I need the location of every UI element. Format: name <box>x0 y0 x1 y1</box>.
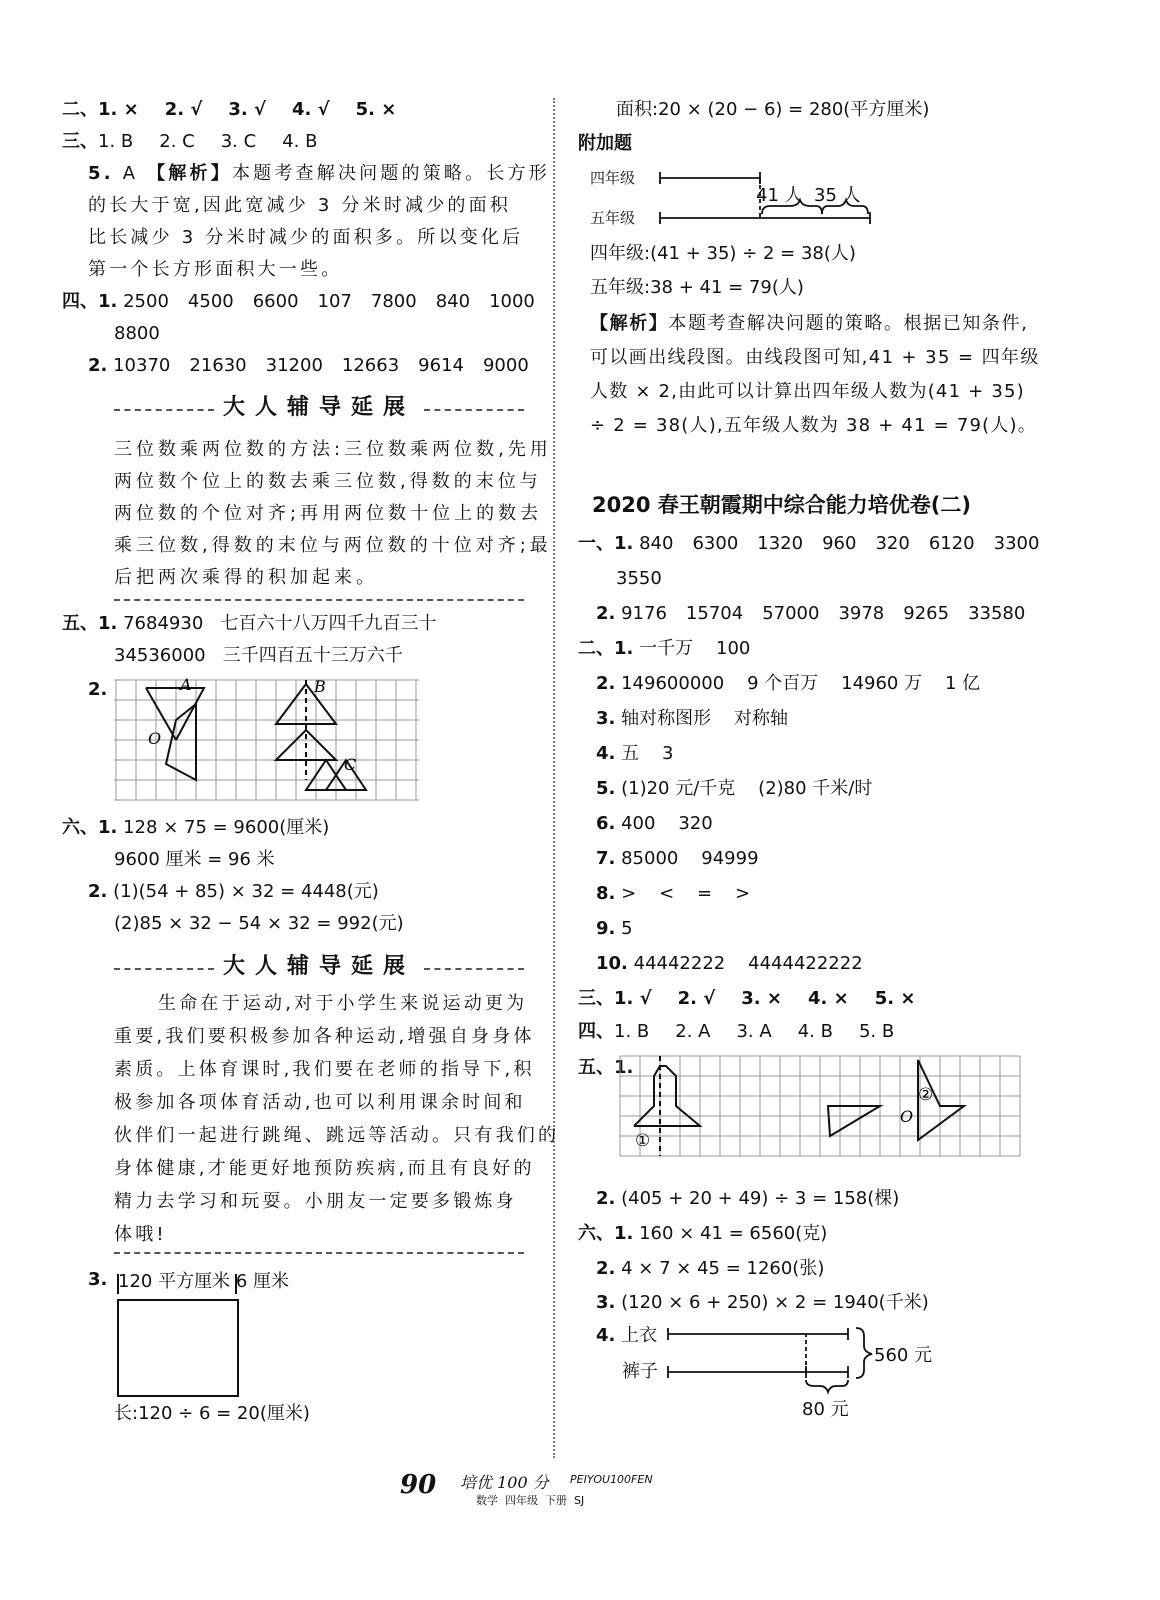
section-2-answers: 二、1. × 2. √ 3. √ 4. √ 5. × <box>62 99 397 120</box>
section-4-q1: 四、1. 2500 4500 6600 107 7800 840 1000 <box>62 291 535 312</box>
extension-text: 生命在于运动,对于小学生来说运动更为 <box>158 993 528 1014</box>
section-6-q1: 六、1. 160 × 41 = 6560(克) <box>578 1223 828 1244</box>
page-footer <box>400 1470 720 1510</box>
answer-line: 四年级:(41 + 35) ÷ 2 = 38(人) <box>590 243 856 264</box>
dashed-rule <box>114 1252 524 1254</box>
grade-label: 四年级 <box>590 169 636 187</box>
rectangle-figure <box>114 1270 244 1410</box>
price-segment-diagram <box>666 1322 876 1402</box>
brand-name: 培优 100 分 <box>460 1473 549 1492</box>
page-title: 2020 春王朝霞期中综合能力培优卷(二) <box>592 493 971 517</box>
section-6-item: 2. 4 × 7 × 45 = 1260(张) <box>596 1258 825 1279</box>
diagram-label: 35 人 <box>814 185 861 206</box>
question-number: 3. <box>88 1269 108 1290</box>
extension-text: 体哦! <box>114 1224 167 1245</box>
explanation-line: ÷ 2 = 38(人),五年级人数为 38 + 41 = 79(人)。 <box>590 415 1037 436</box>
book-info: 数学 四年级 下册 SJ <box>476 1494 585 1507</box>
explanation-line: 可以画出线段图。由线段图可知,41 + 35 = 四年级 <box>590 347 1040 368</box>
label-c: C <box>344 755 357 774</box>
mark-2: ② <box>918 1085 934 1105</box>
label-o: O <box>900 1107 914 1126</box>
section-2-item: 5. (1)20 元/千克 (2)80 千米/时 <box>596 778 873 799</box>
extension-text: 乘三位数,得数的末位与两位数的十位对齐;最 <box>114 535 552 556</box>
section-5-label: 五、1. <box>578 1057 634 1078</box>
page-number: 90 <box>400 1470 437 1500</box>
section-2-item: 10. 44442222 4444422222 <box>596 953 863 974</box>
answer-line: 长:120 ÷ 6 = 20(厘米) <box>114 1403 310 1424</box>
section-6-q4: 4. 上衣 <box>596 1325 658 1346</box>
explanation-line: 的长大于宽,因此宽减少 3 分米时减少的面积 <box>88 195 512 216</box>
total-label: 560 元 <box>874 1345 933 1366</box>
extension-text: 三位数乘两位数的方法:三位数乘两位数,先用 <box>114 439 552 460</box>
number-item: 8800 <box>114 323 160 344</box>
rectangle-labels: 120 平方厘米 6 厘米 <box>118 1271 289 1292</box>
extension-title: 大人辅导延展 <box>114 393 524 423</box>
section-2-item: 9. 5 <box>596 918 633 939</box>
section-5-q2: 2. (405 + 20 + 49) ÷ 3 = 158(棵) <box>596 1188 900 1209</box>
extension-text: 后把两次乘得的积加起来。 <box>114 567 378 588</box>
section-2-item: 8. > < = > <box>596 883 751 904</box>
extension-text: 伙伴们一起进行跳绳、跳远等活动。只有我们的 <box>114 1125 560 1146</box>
label-o: O <box>148 729 162 748</box>
section-2-q1: 二、1. 一千万 100 <box>578 638 751 659</box>
section-4-answers: 四、1. B 2. A 3. A 4. B 5. B <box>578 1021 895 1042</box>
section-2-item: 3. 轴对称图形 对称轴 <box>596 708 788 729</box>
brand-english: PEIYOU100FEN <box>570 1473 653 1486</box>
question-number: 2. <box>88 679 108 700</box>
number-item: 3550 <box>616 568 662 589</box>
extension-text: 两位数个位上的数去乘三位数,得数的末位与 <box>114 471 542 492</box>
section-3-q5: 5. A 【解析】本题考查解决问题的策略。长方形 <box>88 163 550 184</box>
extension-text: 身体健康,才能更好地预防疾病,而且有良好的 <box>114 1158 535 1179</box>
label-b: B <box>314 678 326 696</box>
extension-text: 重要,我们要积极参加各种运动,增强自身身体 <box>114 1026 535 1047</box>
section-5-q1: 五、1. 7684930 七百六十八万四千九百三十 <box>62 613 437 634</box>
explanation-line: 人数 × 2,由此可以计算出四年级人数为(41 + 35) <box>590 381 1025 402</box>
answer-line: 9600 厘米 = 96 米 <box>114 849 275 870</box>
mark-1: ① <box>635 1131 651 1151</box>
answer-line: 五年级:38 + 41 = 79(人) <box>590 277 804 298</box>
section-6-item: 3. (120 × 6 + 250) × 2 = 1940(千米) <box>596 1292 929 1313</box>
bonus-title: 附加题 <box>578 133 632 154</box>
section-1-q2: 2. 9176 15704 57000 3978 9265 33580 <box>596 603 1026 624</box>
section-6-q2: 2. (1)(54 + 85) × 32 = 4448(元) <box>88 881 379 902</box>
section-4-q2: 2. 10370 21630 31200 12663 9614 9000 <box>88 355 529 376</box>
extension-text: 极参加各项体育活动,也可以利用课余时间和 <box>114 1092 526 1113</box>
label-a: A <box>180 678 192 694</box>
explanation-line: 第一个长方形面积大一些。 <box>88 259 343 280</box>
answer-line: 面积:20 × (20 − 6) = 280(平方厘米) <box>616 99 930 120</box>
dashed-rule <box>114 599 524 601</box>
section-2-item: 6. 400 320 <box>596 813 713 834</box>
grid-figure-rotation <box>618 1054 1030 1172</box>
section-3-answers: 三、1. √ 2. √ 3. × 4. × 5. × <box>578 988 916 1009</box>
pants-label: 裤子 <box>622 1361 658 1382</box>
bonus-explanation: 【解析】本题考查解决问题的策略。根据已知条件, <box>590 313 1029 334</box>
extension-title: 大人辅导延展 <box>114 952 524 982</box>
grid-figure-symmetry <box>114 678 424 802</box>
section-2-item: 4. 五 3 <box>596 743 674 764</box>
section-5-q1b: 34536000 三千四百五十三万六千 <box>114 645 403 666</box>
explanation-line: 比长减少 3 分米时减少的面积多。所以变化后 <box>88 227 524 248</box>
section-6-q1: 六、1. 128 × 75 = 9600(厘米) <box>62 817 330 838</box>
section-2-item: 2. 149600000 9 个百万 14960 万 1 亿 <box>596 673 981 694</box>
extension-text: 精力去学习和玩耍。小朋友一定要多锻炼身 <box>114 1191 517 1212</box>
extension-text: 素质。上体育课时,我们要在老师的指导下,积 <box>114 1059 535 1080</box>
extension-text: 两位数的个位对齐;再用两位数十位上的数去 <box>114 503 543 524</box>
difference-label: 80 元 <box>802 1399 849 1420</box>
grade-label: 五年级 <box>590 209 636 227</box>
section-1-q1: 一、1. 840 6300 1320 960 320 6120 3300 <box>578 533 1040 554</box>
section-2-item: 7. 85000 94999 <box>596 848 759 869</box>
diagram-label: 41 人 <box>756 185 803 206</box>
answer-line: (2)85 × 32 − 54 × 32 = 992(元) <box>114 913 404 934</box>
section-3-answers: 三、1. B 2. C 3. C 4. B <box>62 131 318 152</box>
